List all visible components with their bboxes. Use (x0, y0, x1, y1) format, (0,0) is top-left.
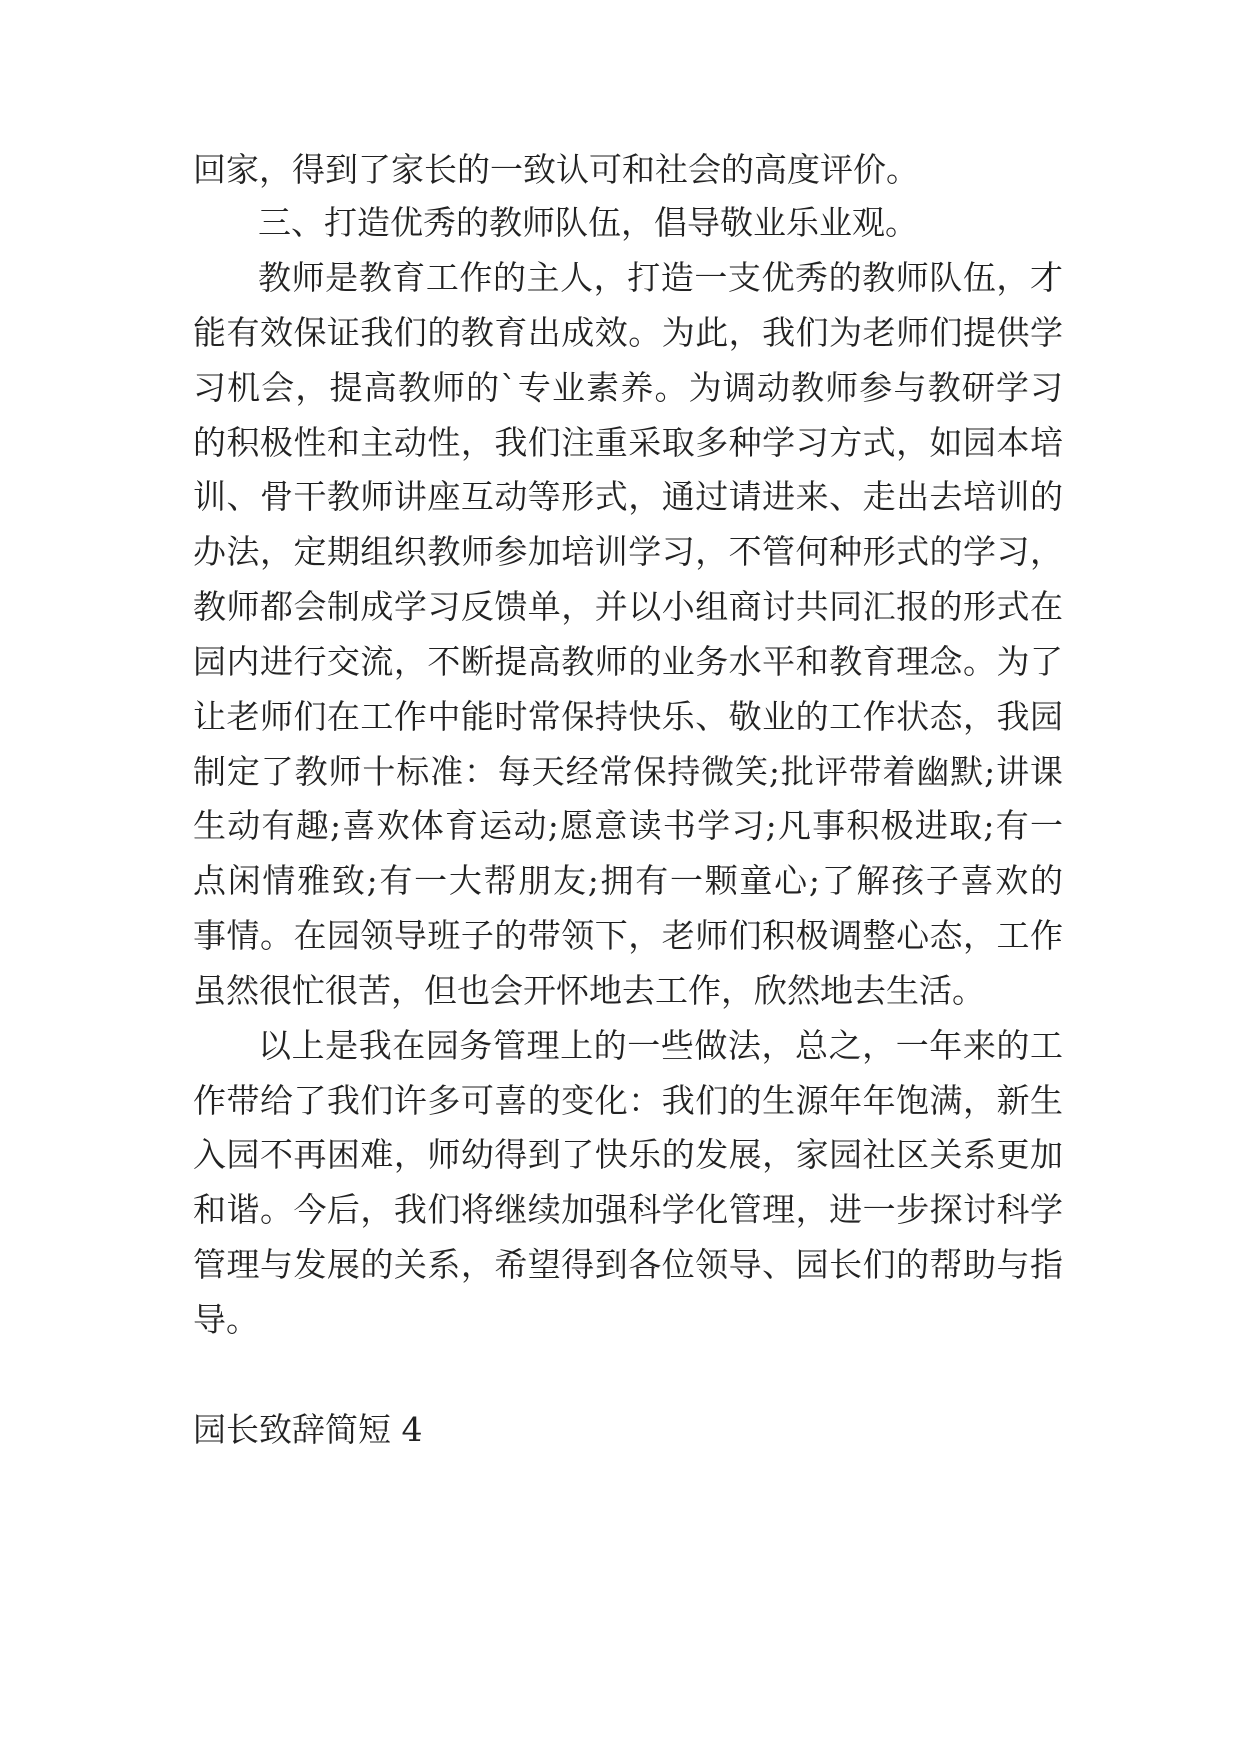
text-line: 习机会，提高教师的`专业素养。为调动教师参与教研学习 (193, 368, 1063, 407)
section-title: 园长致辞简短 4 (193, 1410, 423, 1449)
text-line: 以上是我在园务管理上的一些做法，总之，一年来的工 (258, 1026, 1063, 1065)
text-line: 让老师们在工作中能时常保持快乐、敬业的工作状态，我园 (193, 697, 1063, 736)
text-line: 和谐。今后，我们将继续加强科学化管理，进一步探讨科学 (193, 1190, 1063, 1229)
text-line: 训、骨干教师讲座互动等形式，通过请进来、走出去培训的 (193, 477, 1063, 516)
text-line: 回家，得到了家长的一致认可和社会的高度评价。 (193, 150, 919, 189)
text-line: 作带给了我们许多可喜的变化：我们的生源年年饱满，新生 (193, 1081, 1063, 1120)
text-line: 园内进行交流，不断提高教师的业务水平和教育理念。为了 (193, 642, 1063, 681)
text-line: 能有效保证我们的教育出成效。为此，我们为老师们提供学 (193, 313, 1063, 352)
text-line: 制定了教师十标准：每天经常保持微笑;批评带着幽默;讲课 (193, 752, 1063, 791)
text-line: 办法，定期组织教师参加培训学习，不管何种形式的学习， (193, 532, 1063, 571)
text-line: 事情。在园领导班子的带领下，老师们积极调整心态，工作 (193, 916, 1063, 955)
text-line: 生动有趣;喜欢体育运动;愿意读书学习;凡事积极进取;有一 (193, 806, 1063, 845)
text-line: 入园不再困难，师幼得到了快乐的发展，家园社区关系更加 (193, 1135, 1063, 1174)
text-line: 点闲情雅致;有一大帮朋友;拥有一颗童心;了解孩子喜欢的 (193, 861, 1063, 900)
section-heading-3: 三、打造优秀的教师队伍，倡导敬业乐业观。 (258, 203, 918, 242)
text-line: 虽然很忙很苦，但也会开怀地去工作，欣然地去生活。 (193, 971, 985, 1010)
text-line: 教师是教育工作的主人，打造一支优秀的教师队伍，才 (258, 258, 1063, 297)
text-line: 的积极性和主动性，我们注重采取多种学习方式，如园本培 (193, 423, 1063, 462)
text-line: 管理与发展的关系，希望得到各位领导、园长们的帮助与指 (193, 1245, 1063, 1284)
text-line: 导。 (193, 1300, 259, 1339)
text-line: 教师都会制成学习反馈单，并以小组商讨共同汇报的形式在 (193, 587, 1063, 626)
